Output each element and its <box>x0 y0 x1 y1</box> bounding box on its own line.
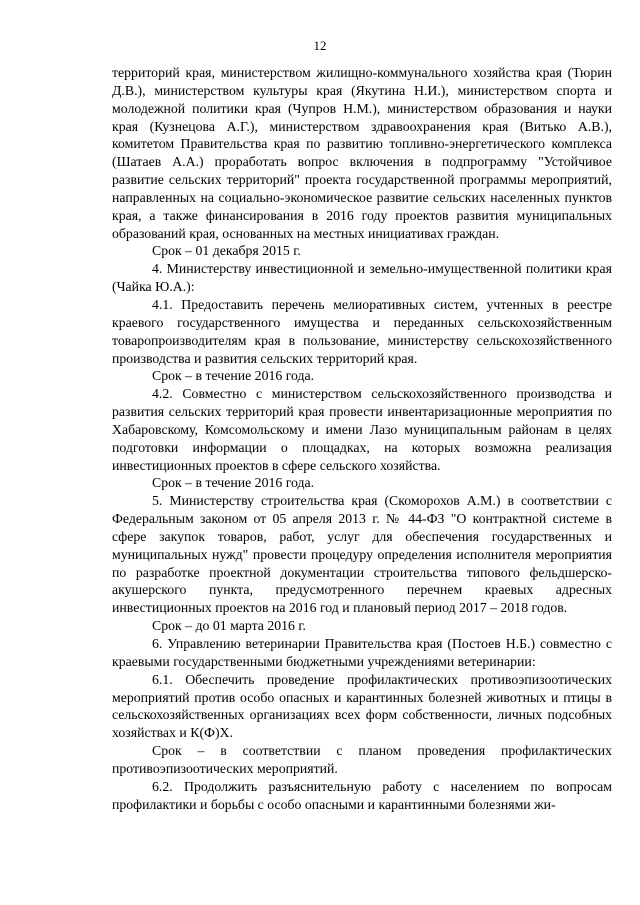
paragraph-item-4: 4. Министерству инвестиционной и земельно-имущественной политики края (Чайка Ю.А.): <box>112 261 612 295</box>
paragraph-item-6: 6. Управлению ветеринарии Правительства края (Постоев Н.Б.) совместно с краевыми государственными бюджетными учреждениями ветеринарии: <box>112 636 612 669</box>
page-number: 12 <box>313 38 327 53</box>
paragraph-item-6-1: 6.1. Обеспечить проведение профилактических противоэпизоотических мероприятий против особо опасных и карантинных болезней животных и птицы в сельскохозяйственных организациях всех форм собственности, личных подсобных хозяйствах и К(Ф)Х. <box>112 671 612 741</box>
paragraph-item-5: 5. Министерству строительства края (Скоморохов А.М.) в соответствии с Федеральным законом от 05 апреля 2013 г. № 44-ФЗ "О контрактной системе в сфере закупок товаров, работ, услуг для обеспечения государственных и муниципальных нужд" провести процедуру определения исполнителя мероприятия по разработке проектной документации строительства типового фельдшерско-акушерского пункта, предусмотренного перечнем краевых адресных инвестиционных проектов на 2016 год и плановый период 2017 – 2018 годов. <box>112 493 612 616</box>
paragraph-deadline: Срок – в течение 2016 года. <box>152 475 315 491</box>
paragraph-item-4-2: 4.2. Совместно с министерством сельскохозяйственного производства и развития сельских территорий края провести инвентаризационные мероприятия по Хабаровскому, Комсомольскому и имени Лазо муниципальным районам в целях подготовки информации о площадках, на которых возможна реализация инвестиционных проектов в сфере сельского хозяйства. <box>112 386 612 473</box>
paragraph-deadline: Срок – в соответствии с планом проведения профилактических противоэпизоотических мероприятий. <box>112 743 612 776</box>
paragraph-item-4-1: 4.1. Предоставить перечень мелиоративных систем, учтенных в реестре краевого государственного имущества и переданных сельскохозяйственным товаропроизводителям края в пользование, министерству сельскохозяйственного производства и развития сельских территорий края. <box>112 296 612 366</box>
paragraph-deadline: Срок – до 01 марта 2016 г. <box>152 618 306 634</box>
paragraph-item-6-2: 6.2. Продолжить разъяснительную работу с населением по вопросам профилактики и борьбы с особо опасными и карантинными болезнями жи- <box>112 778 612 812</box>
paragraph-deadline: Срок – в течение 2016 года. <box>152 368 315 384</box>
paragraph-continuation: территорий края, министерством жилищно-коммунального хозяйства края (Тюрин Д.В.), министерством культуры края (Якутина Н.И.), министерством спорта и молодежной политики края (Чупров Н.М.), министерством образования и науки края (Кузнецова А.Г.), министерством здравоохранения края (Витько А.В.), комитетом Правительства края по развитию топливно-энергетического комплекса (Шатаев А.А.) проработать вопрос включения в подпрограмму "Устойчивое развитие сельских территорий" проекта государственной программы мероприятий, направленных на социально-экономическое развитие сельских населенных пунктов края, а также финансирования в 2016 году проектов развития муниципальных образований края, основанных на местных инициативах граждан. <box>112 65 612 241</box>
document-body <box>112 64 612 813</box>
paragraph-deadline: Срок – 01 декабря 2015 г. <box>152 243 301 259</box>
